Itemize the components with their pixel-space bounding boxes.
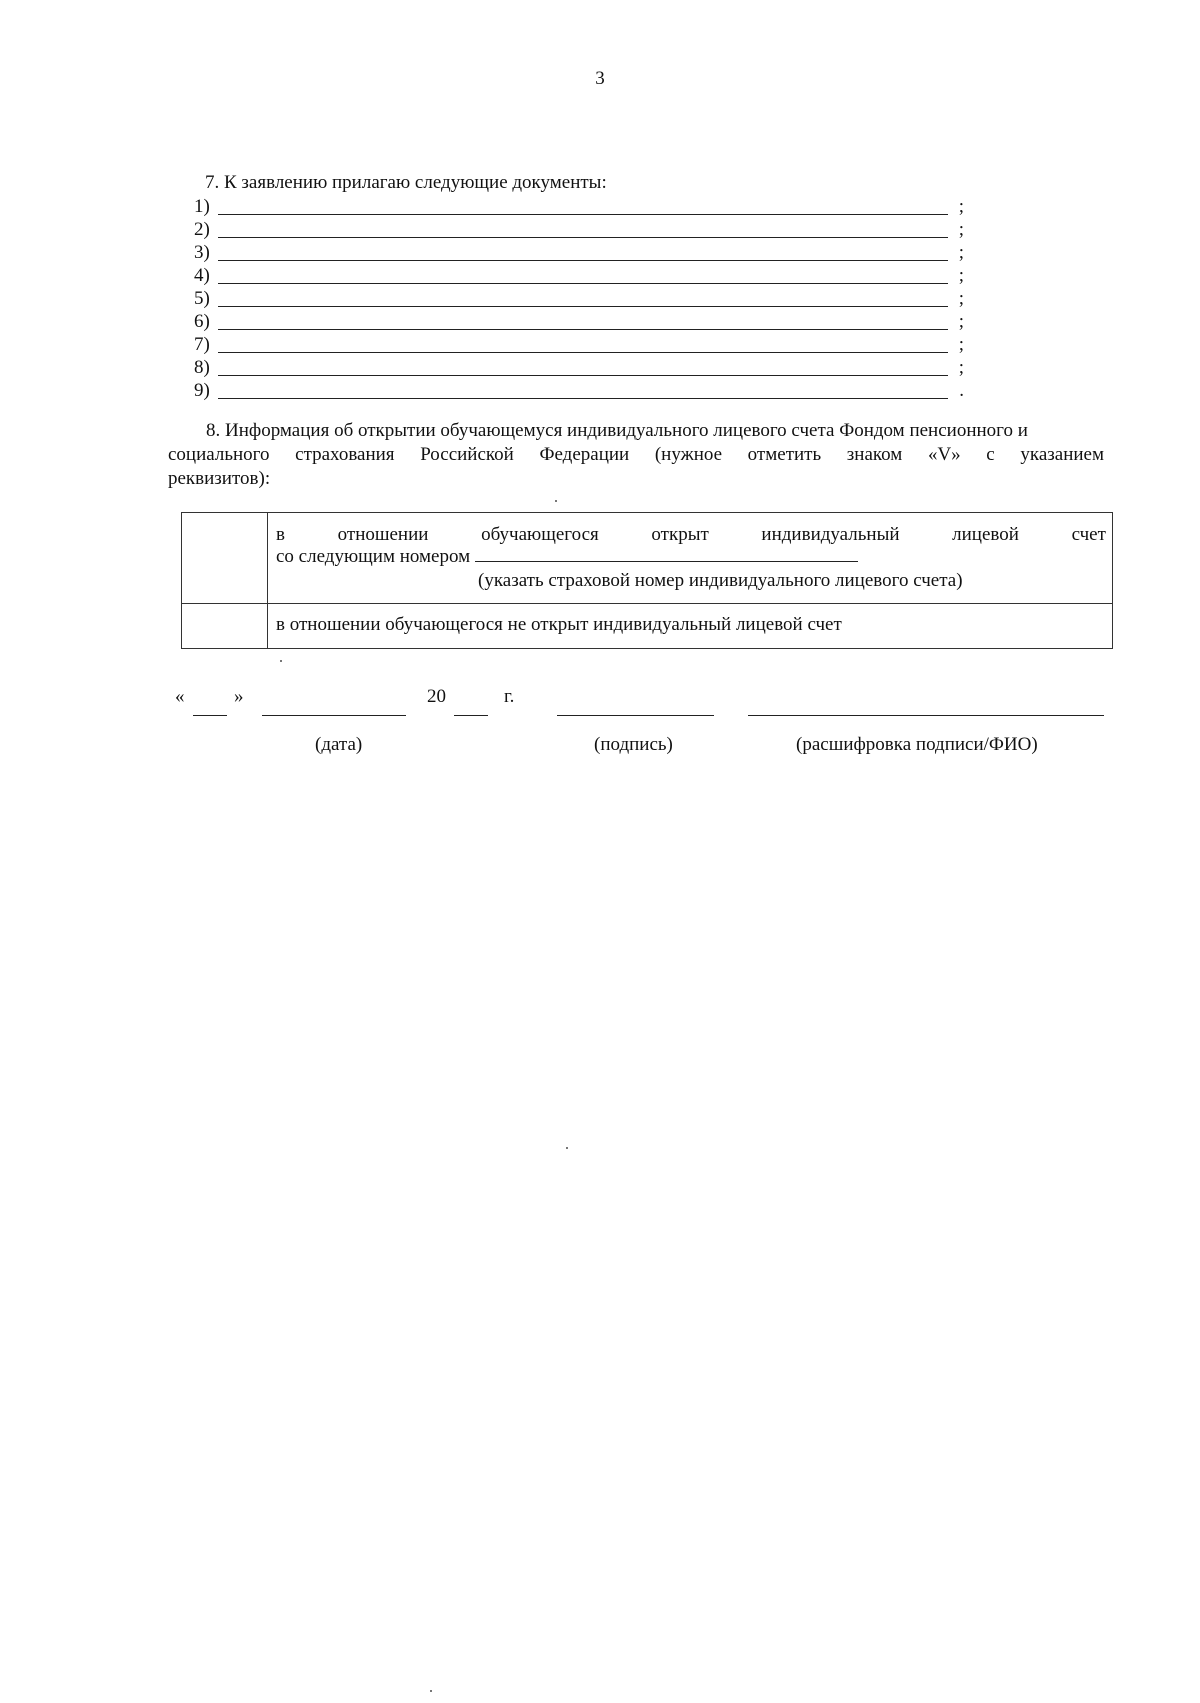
document-line-end: ; [958, 196, 964, 217]
document-line-number: 8) [194, 357, 210, 378]
document-line[interactable] [194, 242, 964, 264]
month-field[interactable] [262, 715, 406, 716]
option-opened-checkbox[interactable] [182, 513, 268, 604]
document-line-blank[interactable] [218, 329, 948, 330]
document-line-blank[interactable] [218, 237, 948, 238]
option-word: лицевой [952, 524, 1019, 545]
document-line-number: 3) [194, 242, 210, 263]
document-line[interactable] [194, 357, 964, 379]
section8-text [168, 419, 1104, 491]
document-line[interactable] [194, 265, 964, 287]
document-line-end: ; [958, 334, 964, 355]
option-row-not-opened [182, 604, 1113, 649]
document-line-number: 7) [194, 334, 210, 355]
option-opened-line2 [268, 545, 1112, 567]
document-line-blank[interactable] [218, 306, 948, 307]
document-line[interactable] [194, 288, 964, 310]
scan-speck [430, 1690, 432, 1692]
document-line-end: ; [958, 242, 964, 263]
scan-speck [566, 1147, 568, 1149]
option-word: в [276, 524, 285, 545]
full-name-field[interactable] [748, 715, 1104, 716]
section8-line1: 8. Информация об открытии обучающемуся индивидуального лицевого счета Фондом пенсионного и [206, 420, 1028, 441]
account-number-field[interactable] [475, 545, 858, 562]
option-not-opened-checkbox[interactable] [182, 604, 268, 649]
document-line[interactable] [194, 334, 964, 356]
account-options-table [181, 512, 1113, 649]
section7-heading: 7. К заявлению прилагаю следующие документы: [205, 172, 607, 193]
signature-field[interactable] [557, 715, 714, 716]
option-word: открыт [651, 524, 709, 545]
document-line-end: ; [958, 219, 964, 240]
document-line-blank[interactable] [218, 283, 948, 284]
document-line-end: ; [958, 357, 964, 378]
year-field[interactable] [454, 715, 488, 716]
signature-caption: (подпись) [594, 734, 673, 755]
document-line-blank[interactable] [218, 260, 948, 261]
document-line-end: ; [958, 288, 964, 309]
document-line-end: ; [958, 265, 964, 286]
option-row-opened [182, 513, 1113, 604]
account-number-hint: (указать страховой номер индивидуального лицевого счета) [478, 570, 963, 591]
document-line-blank[interactable] [218, 352, 948, 353]
option-not-opened-text [268, 604, 1113, 649]
document-line-number: 2) [194, 219, 210, 240]
document-line[interactable] [194, 311, 964, 333]
date-caption: (дата) [315, 734, 363, 755]
document-line-end: ; [958, 311, 964, 332]
document-line-number: 6) [194, 311, 210, 332]
quote-close: » [234, 686, 244, 707]
option-word: отношении [337, 524, 429, 545]
document-line[interactable] [194, 219, 964, 241]
option-opened-line1 [268, 513, 1112, 545]
day-field[interactable] [193, 715, 227, 716]
document-line-number: 4) [194, 265, 210, 286]
scan-speck [555, 500, 557, 502]
document-line-number: 9) [194, 380, 210, 401]
page-number: 3 [595, 68, 605, 89]
option-not-opened-label: в отношении обучающегося не открыт индивидуальный лицевой счет [276, 614, 842, 635]
document-line-blank[interactable] [218, 375, 948, 376]
year-prefix: 20 [427, 686, 446, 707]
year-suffix: г. [504, 686, 515, 707]
document-line-number: 5) [194, 288, 210, 309]
quote-open: « [175, 686, 185, 707]
section8-line3: реквизитов): [168, 468, 271, 489]
full-name-caption: (расшифровка подписи/ФИО) [796, 734, 1038, 755]
option-word: счет [1071, 524, 1106, 545]
document-line-number: 1) [194, 196, 210, 217]
scan-speck [280, 660, 282, 662]
option-opened-number-label: со следующим номером [276, 546, 471, 567]
section8-line2: социального страхования Российской Федерации (нужное отметить знаком «V» с указанием [168, 444, 1104, 465]
option-word: индивидуальный [761, 524, 900, 545]
document-line[interactable] [194, 196, 964, 218]
option-opened-text [268, 513, 1113, 604]
document-line-blank[interactable] [218, 398, 948, 399]
document-line-end: . [959, 380, 964, 401]
document-line[interactable] [194, 380, 964, 402]
option-word: обучающегося [481, 524, 599, 545]
document-line-blank[interactable] [218, 214, 948, 215]
